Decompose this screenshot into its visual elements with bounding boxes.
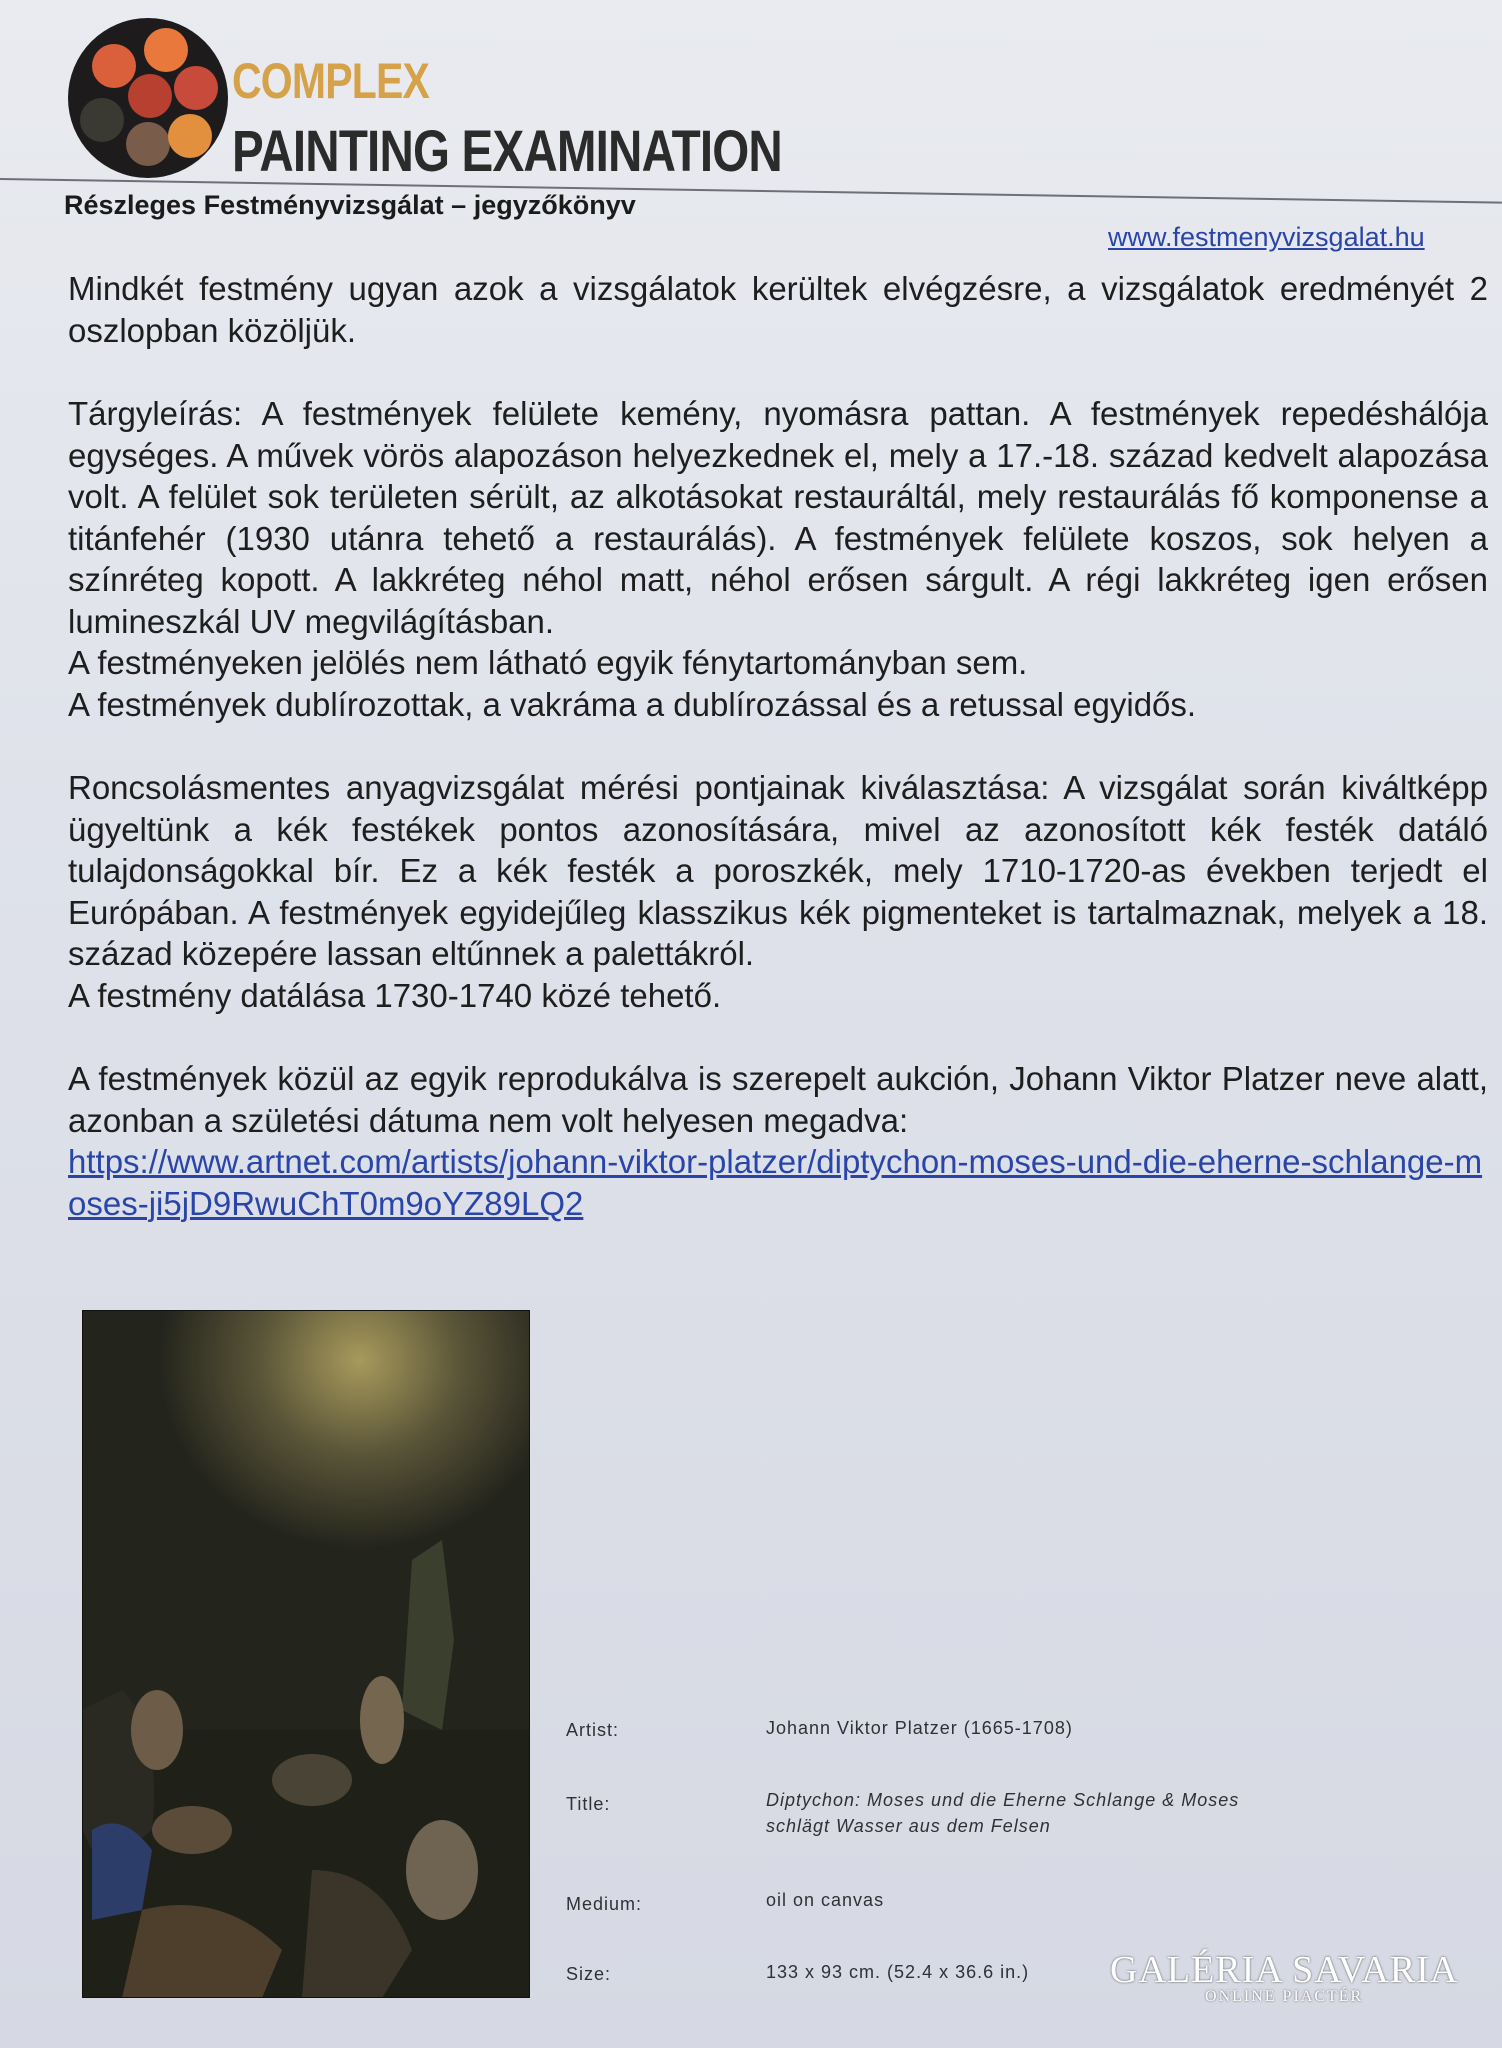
- size-label: Size:: [566, 1964, 612, 1984]
- document-subtitle: Részleges Festményvizsgálat – jegyzőkönyv: [64, 190, 636, 220]
- title-value-line1: Diptychon: Moses und die Eherne Schlange & Moses: [766, 1790, 1240, 1810]
- logo-dot: [144, 28, 188, 72]
- logo-dot: [128, 74, 172, 118]
- size-value: 133 x 93 cm. (52.4 x 36.6 in.): [766, 1962, 1030, 1982]
- intro-paragraph: Mindkét festmény ugyan azok a vizsgálatok kerültek elvégzésre, a vizsgálatok eredményét 2 oszlopban közöljük.: [68, 270, 1488, 349]
- logo-title-painting-examination: PAINTING EXAMINATION: [232, 119, 782, 184]
- analysis-paragraph: Roncsolásmentes anyagvizsgálat mérési pontjainak kiválasztása: A vizsgálat során kiváltképp ügyeltünk a kék festékek pontos azonosítására, mivel az azonosított kék festék datáló tulajdonságokkal bír. Ez a kék festék a poroszkék, mely 1710-1720-as években terjedt el Európában. A festmények egyidejűleg klasszikus kék pigmenteket is tartalmaznak, melyek a 18. század közepére lassan eltűnnek a palettákról.: [68, 769, 1488, 972]
- logo-dot: [92, 44, 136, 88]
- watermark: [1110, 1948, 1458, 2006]
- title-label: Title:: [566, 1794, 611, 1814]
- medium-label: Medium:: [566, 1894, 643, 1914]
- auction-paragraph: A festmények közül az egyik reprodukálva is szerepelt aukción, Johann Viktor Platzer neve alatt, azonban a születési dátuma nem volt helyesen megadva:: [68, 1060, 1488, 1139]
- lining-note: A festmények dublírozottak, a vakráma a dublírozással és a retussal egyidős.: [68, 685, 1197, 723]
- artist-value: Johann Viktor Platzer (1665-1708): [766, 1718, 1073, 1738]
- medium-value: oil on canvas: [766, 1890, 885, 1910]
- logo-dot: [80, 98, 124, 142]
- marking-note: A festményeken jelölés nem látható egyik fénytartományban sem.: [68, 644, 1028, 681]
- website-link[interactable]: www.festmenyvizsgalat.hu: [1108, 222, 1425, 252]
- logo-dot: [168, 114, 212, 158]
- document-body: [68, 268, 1488, 1224]
- watermark-subtitle: ONLINE PIACTÉR: [1205, 1988, 1364, 2005]
- artist-label: Artist:: [566, 1720, 620, 1740]
- logo-dot: [126, 122, 170, 166]
- watermark-title: GALÉRIA SAVARIA: [1110, 1949, 1459, 1991]
- object-description-paragraph: Tárgyleírás: A festmények felülete kemény, nyomásra pattan. A festmények repedéshálója egységes. A művek vörös alapozáson helyezkednek el, mely a 17.-18. század kedvelt alapozása volt. A felület sok területen sérült, az alkotásokat restauráltál, mely restaurálás fő komponense a titánfehér (1930 utánra tehető a restaurálás). A festmények felülete koszos, sok helyen a színréteg kopott. A lakkréteg néhol matt, néhol erősen sárgult. A régi lakkréteg igen erősen lumineszkál UV megvilágításban.: [68, 395, 1488, 640]
- logo-dot: [174, 66, 218, 110]
- dating-note: A festmény datálása 1730-1740 közé tehető.: [68, 976, 722, 1014]
- logo-icon: [68, 18, 228, 178]
- logo-title-complex: COMPLEX: [232, 53, 430, 109]
- auction-link[interactable]: https://www.artnet.com/artists/johann-viktor-platzer/diptychon-moses-und-die-eherne-schlange-moses-ji5jD9RwuChT0m9oYZ89LQ2: [68, 1143, 1483, 1222]
- painting-image: [82, 1310, 530, 1998]
- title-value-line2: schlägt Wasser aus dem Felsen: [766, 1816, 1051, 1836]
